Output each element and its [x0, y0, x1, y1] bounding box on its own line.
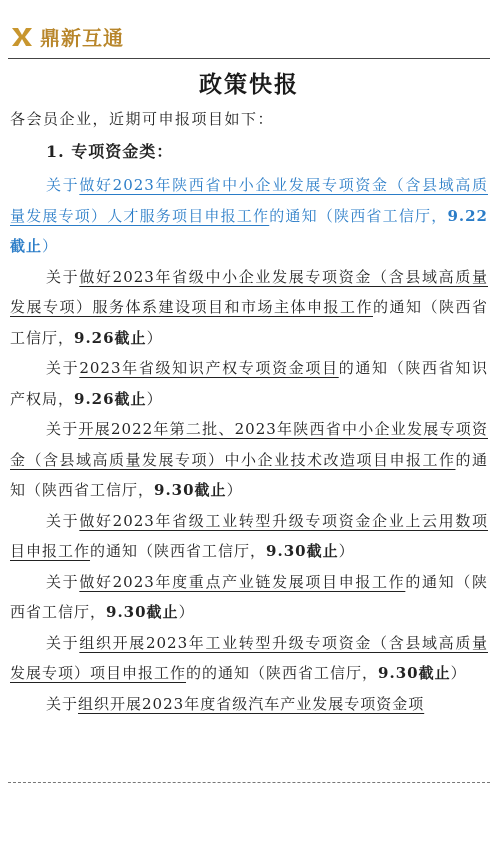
notice-title-link[interactable]: 做好2023年陕西省中小企业发展专项资金（含县域高质量发展专项）人才服务项目申报工作	[10, 176, 488, 225]
notice-prefix: 关于	[46, 420, 79, 438]
notice-item	[10, 506, 488, 567]
logo	[10, 22, 124, 51]
header-divider	[8, 58, 490, 59]
logo-text: 鼎新互通	[40, 26, 124, 50]
notice-close: ）	[42, 237, 59, 255]
notice-item	[10, 689, 488, 720]
section-heading: 1. 专项资金类：	[46, 142, 174, 161]
footer-divider	[8, 782, 490, 783]
notice-close: ）	[226, 481, 243, 499]
notice-title-link[interactable]: 做好2023年省级工业转型升级专项资金企业上云用数项目申报工作	[10, 511, 488, 560]
page-title: 政策快报	[199, 71, 299, 98]
notice-title-link[interactable]: 做好2023年度重点产业链发展项目申报工作	[79, 572, 406, 591]
notice-prefix: 关于	[46, 359, 80, 377]
notice-deadline: 9.30截止	[154, 481, 227, 499]
notice-title-link[interactable]: 组织开展2023年度省级汽车产业发展专项资金项	[78, 694, 425, 713]
notice-close: ）	[178, 603, 195, 621]
notice-title-link[interactable]: 组织开展2023年工业转型升级专项资金（含县域高质量发展专项）项目申报工作	[10, 633, 488, 682]
notice-suffix: 的通知（陕西省工信厅，	[90, 542, 267, 560]
notice-close: ）	[146, 389, 163, 408]
notice-title-link[interactable]: 开展2022年第二批、2023年陕西省中小企业发展专项资金（含县域高质量发展专项）中小企业技术改造项目申报工作	[10, 420, 488, 469]
notice-suffix: 的的通知（陕西省工信厅，	[186, 664, 379, 682]
notice-title-link[interactable]: 做好2023年省级中小企业发展专项资金（含县域高质量发展专项）服务体系建设项目和市场主体申报工作	[10, 267, 488, 316]
notice-suffix: 的通知（陕西省工信厅，	[10, 450, 488, 499]
logo-icon	[10, 25, 34, 49]
notice-suffix: 的通知（陕西省工信厅，	[269, 206, 448, 225]
notice-deadline: 9.26截止	[74, 389, 147, 408]
notice-suffix: 的通知（陕西省知识产权局，	[10, 359, 488, 408]
notice-prefix: 关于	[46, 694, 79, 713]
notice-item	[10, 170, 488, 262]
notice-prefix: 关于	[46, 176, 80, 194]
notice-deadline: 9.26截止	[74, 328, 147, 347]
notice-item	[10, 628, 488, 689]
notice-prefix: 关于	[46, 633, 80, 652]
notice-suffix: 的通知（陕西省工信厅，	[10, 572, 488, 621]
notice-prefix: 关于	[46, 511, 80, 530]
notice-item	[10, 567, 488, 628]
notice-deadline: 9.22截止	[10, 206, 488, 255]
notice-deadline: 9.30截止	[106, 603, 179, 621]
notice-item	[10, 414, 488, 506]
notice-item	[10, 353, 488, 414]
greeting-text: 各会员企业，近期可申报项目如下：	[10, 110, 275, 128]
notice-title-link[interactable]: 2023年省级知识产权专项资金项目	[79, 359, 339, 377]
notice-suffix: 的通知（陕西省工信厅，	[10, 298, 488, 347]
notice-prefix: 关于	[46, 267, 80, 286]
notice-prefix: 关于	[46, 572, 80, 591]
page-header	[0, 0, 498, 60]
notice-list	[10, 170, 488, 719]
notice-item	[10, 262, 488, 354]
notice-close: ）	[338, 542, 355, 560]
notice-close: ）	[146, 328, 163, 347]
notice-deadline: 9.30截止	[266, 542, 339, 560]
notice-deadline: 9.30截止	[378, 664, 451, 682]
notice-close: ）	[450, 664, 467, 682]
